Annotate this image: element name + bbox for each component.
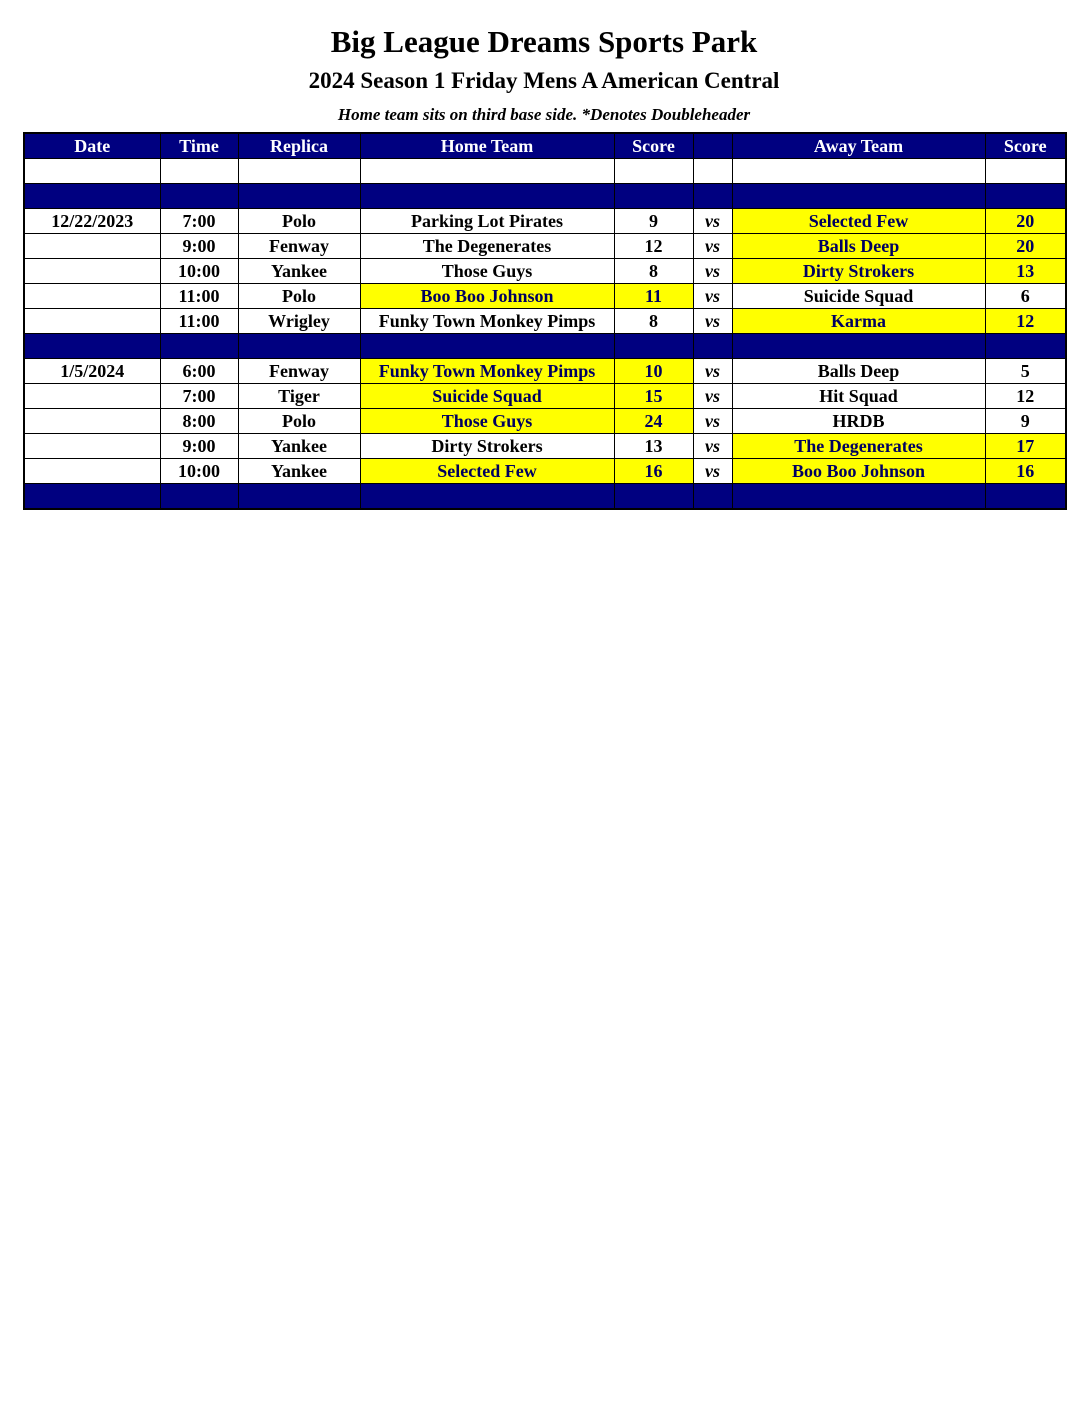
home-team-cell: Parking Lot Pirates xyxy=(360,209,614,234)
time-cell: 8:00 xyxy=(160,409,238,434)
col-header-replica: Replica xyxy=(238,133,360,159)
table-row xyxy=(24,284,1066,309)
divider-row xyxy=(24,184,1066,209)
vs-cell: vs xyxy=(693,209,732,234)
time-cell: 9:00 xyxy=(160,434,238,459)
vs-cell: vs xyxy=(693,284,732,309)
date-cell xyxy=(24,434,160,459)
away-team-cell: Balls Deep xyxy=(732,234,985,259)
home-score-cell: 24 xyxy=(614,409,693,434)
table-row xyxy=(24,359,1066,384)
vs-cell: vs xyxy=(693,409,732,434)
away-score-cell: 12 xyxy=(985,384,1066,409)
home-team-cell: Funky Town Monkey Pimps xyxy=(360,359,614,384)
replica-cell: Polo xyxy=(238,409,360,434)
home-team-cell: The Degenerates xyxy=(360,234,614,259)
away-score-cell: 13 xyxy=(985,259,1066,284)
time-cell: 10:00 xyxy=(160,459,238,484)
home-score-cell: 13 xyxy=(614,434,693,459)
away-score-cell: 5 xyxy=(985,359,1066,384)
table-row xyxy=(24,309,1066,334)
time-cell: 7:00 xyxy=(160,384,238,409)
away-team-cell: Balls Deep xyxy=(732,359,985,384)
home-score-cell: 12 xyxy=(614,234,693,259)
table-row xyxy=(24,259,1066,284)
table-row xyxy=(24,434,1066,459)
table-row xyxy=(24,234,1066,259)
page-note: Home team sits on third base side. *Denotes Doubleheader xyxy=(337,105,751,124)
vs-cell: vs xyxy=(693,459,732,484)
date-cell xyxy=(24,409,160,434)
vs-cell: vs xyxy=(693,259,732,284)
home-team-cell: Selected Few xyxy=(360,459,614,484)
divider-row xyxy=(24,334,1066,359)
time-cell: 7:00 xyxy=(160,209,238,234)
col-header-away-score: Score xyxy=(985,133,1066,159)
home-team-cell: Funky Town Monkey Pimps xyxy=(360,309,614,334)
away-team-cell: Karma xyxy=(732,309,985,334)
home-team-cell: Dirty Strokers xyxy=(360,434,614,459)
away-team-cell: Boo Boo Johnson xyxy=(732,459,985,484)
table-row xyxy=(24,409,1066,434)
away-score-cell: 6 xyxy=(985,284,1066,309)
time-cell: 6:00 xyxy=(160,359,238,384)
away-team-cell: HRDB xyxy=(732,409,985,434)
replica-cell: Wrigley xyxy=(238,309,360,334)
date-cell: 1/5/2024 xyxy=(24,359,160,384)
replica-cell: Yankee xyxy=(238,459,360,484)
away-team-cell: Suicide Squad xyxy=(732,284,985,309)
table-row xyxy=(24,459,1066,484)
date-cell xyxy=(24,459,160,484)
away-score-cell: 16 xyxy=(985,459,1066,484)
table-header-row xyxy=(24,133,1066,159)
divider-row xyxy=(24,484,1066,510)
schedule-table xyxy=(23,132,1067,510)
page-subtitle: 2024 Season 1 Friday Mens A American Central xyxy=(308,68,780,93)
col-header-time: Time xyxy=(160,133,238,159)
time-cell: 9:00 xyxy=(160,234,238,259)
home-score-cell: 10 xyxy=(614,359,693,384)
replica-cell: Fenway xyxy=(238,359,360,384)
date-cell xyxy=(24,234,160,259)
page-title: Big League Dreams Sports Park xyxy=(330,24,758,59)
date-cell xyxy=(24,284,160,309)
home-score-cell: 15 xyxy=(614,384,693,409)
spacer-row xyxy=(24,159,1066,184)
table-row xyxy=(24,384,1066,409)
date-cell xyxy=(24,259,160,284)
time-cell: 11:00 xyxy=(160,309,238,334)
replica-cell: Tiger xyxy=(238,384,360,409)
home-score-cell: 16 xyxy=(614,459,693,484)
away-team-cell: Dirty Strokers xyxy=(732,259,985,284)
col-header-date: Date xyxy=(24,133,160,159)
vs-cell: vs xyxy=(693,434,732,459)
home-team-cell: Those Guys xyxy=(360,409,614,434)
away-team-cell: The Degenerates xyxy=(732,434,985,459)
home-team-cell: Suicide Squad xyxy=(360,384,614,409)
home-score-cell: 9 xyxy=(614,209,693,234)
away-team-cell: Selected Few xyxy=(732,209,985,234)
time-cell: 11:00 xyxy=(160,284,238,309)
replica-cell: Polo xyxy=(238,209,360,234)
away-score-cell: 12 xyxy=(985,309,1066,334)
date-cell xyxy=(24,309,160,334)
vs-cell: vs xyxy=(693,234,732,259)
away-score-cell: 17 xyxy=(985,434,1066,459)
date-cell: 12/22/2023 xyxy=(24,209,160,234)
table-row xyxy=(24,209,1066,234)
away-score-cell: 20 xyxy=(985,234,1066,259)
away-team-cell: Hit Squad xyxy=(732,384,985,409)
col-header-vs xyxy=(693,133,732,159)
home-score-cell: 8 xyxy=(614,309,693,334)
col-header-away-team: Away Team xyxy=(732,133,985,159)
home-score-cell: 8 xyxy=(614,259,693,284)
date-cell xyxy=(24,384,160,409)
home-score-cell: 11 xyxy=(614,284,693,309)
away-score-cell: 20 xyxy=(985,209,1066,234)
home-team-cell: Those Guys xyxy=(360,259,614,284)
away-score-cell: 9 xyxy=(985,409,1066,434)
time-cell: 10:00 xyxy=(160,259,238,284)
replica-cell: Yankee xyxy=(238,434,360,459)
vs-cell: vs xyxy=(693,359,732,384)
replica-cell: Yankee xyxy=(238,259,360,284)
col-header-home-score: Score xyxy=(614,133,693,159)
replica-cell: Polo xyxy=(238,284,360,309)
vs-cell: vs xyxy=(693,309,732,334)
col-header-home-team: Home Team xyxy=(360,133,614,159)
home-team-cell: Boo Boo Johnson xyxy=(360,284,614,309)
replica-cell: Fenway xyxy=(238,234,360,259)
vs-cell: vs xyxy=(693,384,732,409)
